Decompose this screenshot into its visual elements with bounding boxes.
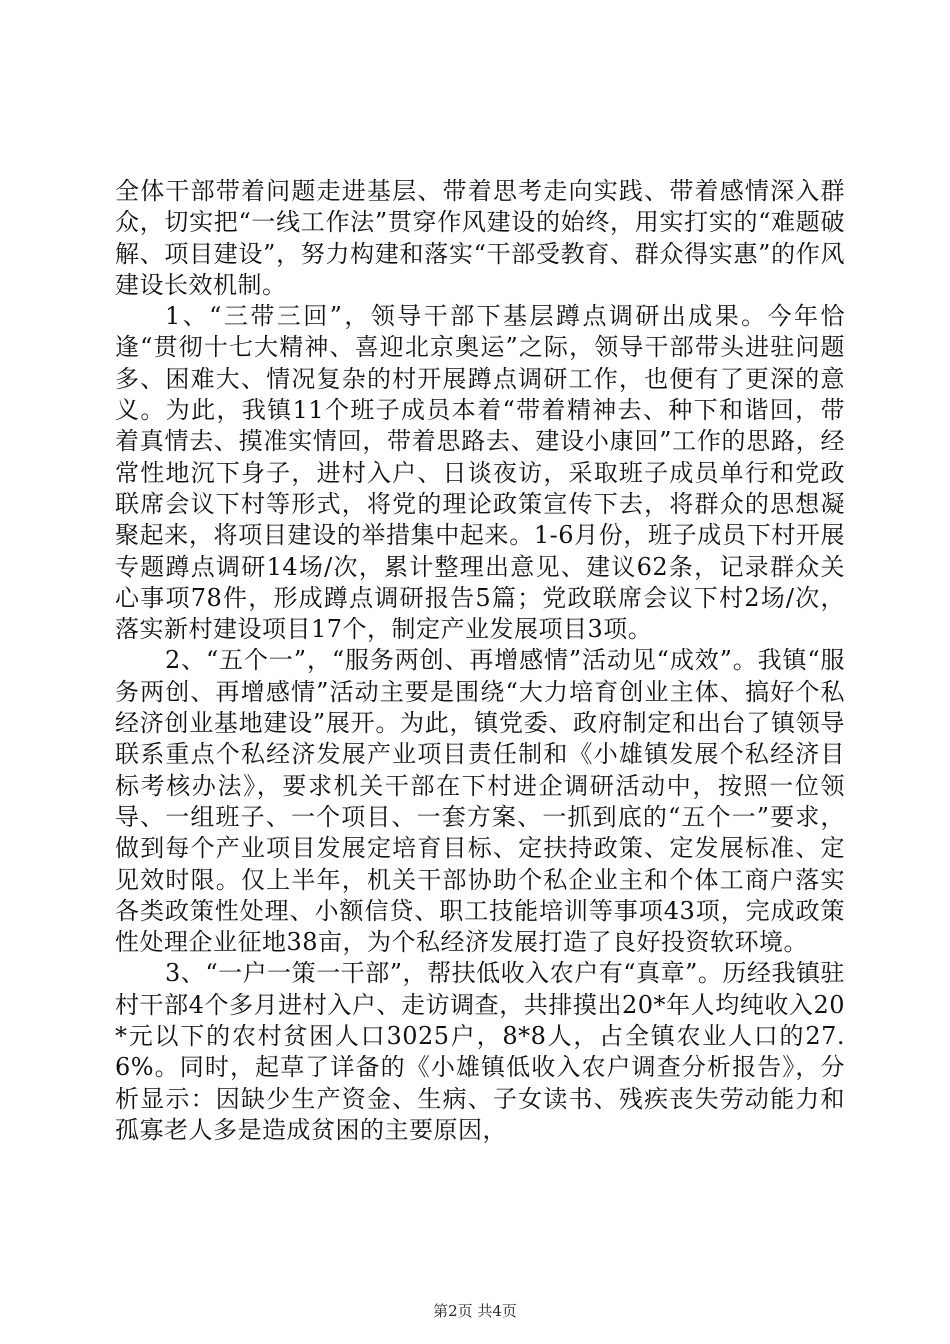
paragraph-intro: 全体干部带着问题走进基层、带着思考走向实践、带着感情深入群众，切实把“一线工作法”贯穿作风建设的始终，用实打实的“难题破解、项目建设”，努力构建和落实“干部受教育、群众得实惠”的作风建设长效机制。 <box>115 177 845 299</box>
document-body <box>115 176 845 1146</box>
paragraph-section-2: 2、“五个一”，“服务两创、再增感情”活动见“成效”。我镇“服务两创、再增感情”活动主要是围绕“大力培育创业主体、搞好个私经济创业基地建设”展开。为此，镇党委、政府制定和出台了镇领导联系重点个私经济发展产业项目责任制和《小雄镇发展个私经济目标考核办法》，要求机关干部在下村进企调研活动中，按照一位领导、一组班子、一个项目、一套方案、一抓到底的“五个一”要求，做到每个产业项目发展定培育目标、定扶持政策、定发展标准、定见效时限。仅上半年，机关干部协助个私企业主和个体工商户落实各类政策性处理、小额信贷、职工技能培训等事项43项，完成政策性处理企业征地38亩，为个私经济发展打造了良好投资软环境。 <box>115 646 845 957</box>
page-number-label: 第2页 共4页 <box>433 1302 517 1320</box>
paragraph-section-3: 3、“一户一策一干部”，帮扶低收入农户有“真章”。历经我镇驻村干部4个多月进村入户、走访调查，共排摸出20*年人均纯收入20*元以下的农村贫困人口3025户，8*8人，占全镇农业人口的27.6%。同时，起草了详备的《小雄镇低收入农户调查分析报告》，分析显示：因缺少生产资金、生病、子女读书、残疾丧失劳动能力和孤寡老人多是造成贫困的主要原因， <box>115 959 845 1144</box>
page-footer <box>0 1300 950 1321</box>
paragraph-section-1: 1、“三带三回”，领导干部下基层蹲点调研出成果。今年恰逢“贯彻十七大精神、喜迎北京奥运”之际，领导干部带头进驻问题多、困难大、情况复杂的村开展蹲点调研工作，也便有了更深的意义。为此，我镇11个班子成员本着“带着精神去、种下和谐回，带着真情去、摸准实情回，带着思路去、建设小康回”工作的思路，经常性地沉下身子，进村入户、日谈夜访，采取班子成员单行和党政联席会议下村等形式，将党的理论政策宣传下去，将群众的思想凝聚起来，将项目建设的举措集中起来。1-6月份，班子成员下村开展专题蹲点调研14场/次，累计整理出意见、建议62条，记录群众关心事项78件，形成蹲点调研报告5篇；党政联席会议下村2场/次，落实新村建设项目17个，制定产业发展项目3项。 <box>115 302 845 644</box>
